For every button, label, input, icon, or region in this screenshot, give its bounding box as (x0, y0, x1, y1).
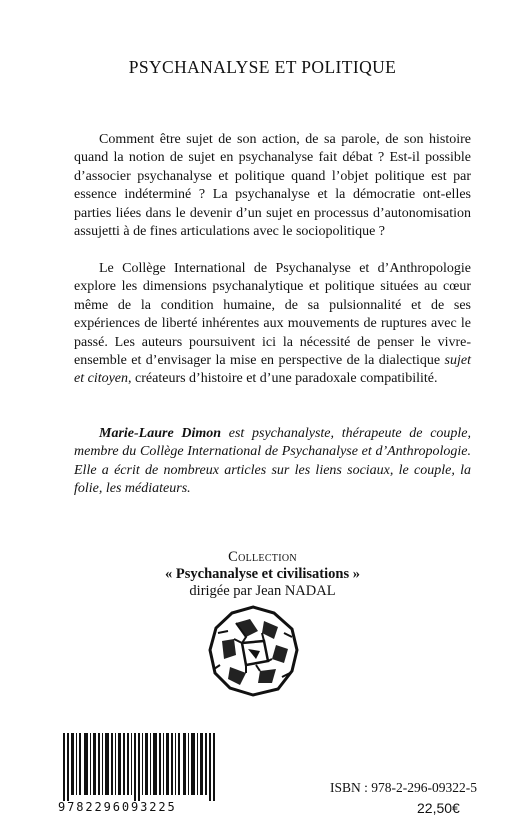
barcode-icon (63, 733, 218, 801)
summary-paragraph-2-text: Le Collège International de Psychanalyse et d’Anthropologie explore les dimensions psychanalytique et politique situées au cœur même de la condition humaine, de sa pulsionnalité et de ses expériences de liberté inhérentes aux mouvements de ruptures avec le passé. Les auteurs poursuivent ici la nécessité de penser le vivre-ensemble et d’envisager la mise en perspective de la dialectique (74, 261, 471, 369)
summary-italic-phrase: sujet et citoyen (74, 353, 471, 387)
summary-paragraph-2 (74, 260, 471, 389)
summary-paragraph-1: Comment être sujet de son action, de sa parole, de son histoire quand la notion de sujet en psychanalyse fait débat ? Est-il possible d’associer psychanalyse et politique quand l’objet politique est par essence indéterminé ? La psychanalyse et la démocratie ont-elles parties liées dans le devenir d’un sujet en processus d’autonomisation assujetti à de fines articulations avec le sociopolitique ? (74, 132, 471, 240)
collection-director: dirigée par Jean NADAL (189, 583, 336, 599)
collection-logo-icon (206, 603, 301, 698)
collection-name: « Psychanalyse et civilisations » (165, 566, 360, 582)
author-bio (74, 425, 471, 499)
author-name: Marie-Laure Dimon (99, 426, 222, 441)
barcode-number: 9782296093225 (58, 800, 177, 814)
price: 22,50€ (417, 800, 460, 816)
collection-label: Collection (228, 549, 297, 565)
summary-paragraph-2-end: , créateurs d’histoire et d’une paradoxale compatibilité. (128, 371, 438, 387)
author-bio-text: est psychanalyste, thérapeute de couple, membre du Collège International de Psychanalyse et d’Anthropologie. Elle a écrit de nombreux articles sur les liens sociaux, le couple, la folie, les médiateurs. (74, 426, 472, 497)
book-title: PSYCHANALYSE ET POLITIQUE (128, 57, 397, 77)
isbn: ISBN : 978-2-296-09322-5 (330, 780, 477, 795)
